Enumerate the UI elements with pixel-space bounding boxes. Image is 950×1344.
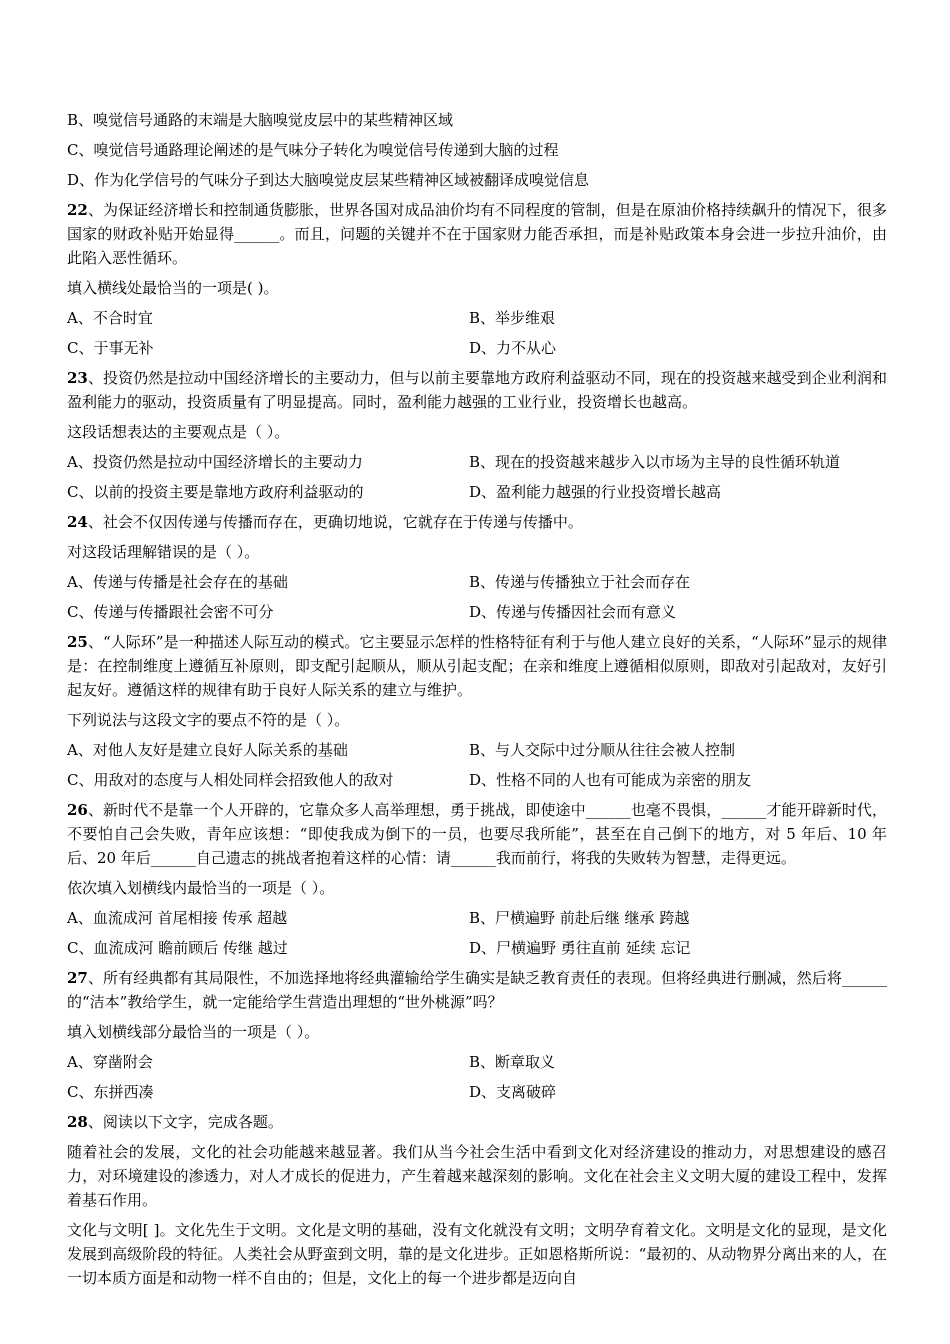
option-c: C、东拼西凑 — [67, 1083, 154, 1101]
reading-paragraph-2: 文化与文明[ ]。文化先生于文明。文化是文明的基础，没有文化就没有文明；文明孕育着文化。文明是文化的显现，是文化发展到高级阶段的特征。人类社会从野蛮到文明，靠的是文化进步。正如恩格斯所说：“最初的、从动物界分离出来的人，在一切本质方面是和动物一样不自由的；但是，文化上的每一个进步都是迈向自 — [67, 1221, 887, 1287]
question-number: 27 — [67, 969, 88, 987]
option-c: C、以前的投资主要是靠地方政府利益驱动的 — [67, 483, 364, 501]
question-prompt: 填入横线处最恰当的一项是( )。 — [67, 279, 279, 297]
option-b: B、现在的投资越来越步入以市场为主导的良性循环轨道 — [469, 453, 841, 471]
option-b: B、断章取义 — [469, 1053, 556, 1071]
options-grid — [67, 450, 887, 504]
question-text: 、“人际环”是一种描述人际互动的模式。它主要显示怎样的性格特征有利于与他人建立良好的关系，“人际环”显示的规律是：在控制维度上遵循互补原则，即支配引起顺从，顺从引起支配；在亲和维度上遵循相似原则，即敌对引起敌对，友好引起友好。遵循这样的规律有助于良好人际关系的建立与维护。 — [67, 633, 887, 699]
options-grid — [67, 570, 887, 624]
question-number: 25 — [67, 633, 88, 651]
option-c: C、血流成河 瞻前顾后 传继 越过 — [67, 939, 288, 957]
options-grid — [67, 738, 887, 792]
option-d: D、性格不同的人也有可能成为亲密的朋友 — [469, 771, 752, 789]
question-prompt: 对这段话理解错误的是（ ）。 — [67, 543, 260, 561]
option-c: C、于事无补 — [67, 339, 154, 357]
option-a: A、不合时宜 — [67, 309, 153, 327]
question-24 — [67, 510, 887, 534]
question-23 — [67, 366, 887, 414]
question-number: 28 — [67, 1113, 88, 1131]
option-a: A、血流成河 首尾相接 传承 超越 — [67, 909, 288, 927]
question-25 — [67, 630, 887, 702]
question-text: 、新时代不是靠一个人开辟的，它靠众多人高举理想，勇于挑战，即使途中______也毫不畏惧，______才能开辟新时代，不要怕自己会失败，青年应该想：“即使我成为倒下的一员，也要尽我所能”，甚至在自己倒下的地方，对 5 年后、10 年后、20 年后______自己遗志的挑战者抱着这样的心情：请______我而前行，将我的失败转为智慧，走得更远。 — [67, 801, 887, 867]
option-a: A、对他人友好是建立良好人际关系的基础 — [67, 741, 348, 759]
option-d: D、盈利能力越强的行业投资增长越高 — [469, 483, 722, 501]
question-prompt: 这段话想表达的主要观点是（ ）。 — [67, 423, 290, 441]
question-27 — [67, 966, 887, 1014]
reading-paragraph-1: 随着社会的发展，文化的社会功能越来越显著。我们从当今社会生活中看到文化对经济建设的推动力，对思想建设的感召力，对环境建设的渗透力，对人才成长的促进力，产生着越来越深刻的影响。文化在社会主义文明大厦的建设工程中，发挥着基石作用。 — [67, 1143, 887, 1209]
option-d: D、传递与传播因社会而有意义 — [469, 603, 677, 621]
question-text: 、投资仍然是拉动中国经济增长的主要动力，但与以前主要靠地方政府利益驱动不同，现在的投资越来越受到企业利润和盈利能力的驱动，投资质量有了明显提高。同时，盈利能力越强的工业行业，投资增长也越高。 — [67, 369, 887, 411]
option-b-line: B、嗅觉信号通路的末端是大脑嗅觉皮层中的某些精神区域 — [67, 111, 454, 129]
question-prompt: 下列说法与这段文字的要点不符的是（ ）。 — [67, 711, 350, 729]
question-prompt: 填入划横线部分最恰当的一项是（ ）。 — [67, 1023, 320, 1041]
page-content — [67, 108, 887, 1296]
option-b: B、与人交际中过分顺从往往会被人控制 — [469, 741, 736, 759]
question-text: 、社会不仅因传递与传播而存在，更确切地说，它就存在于传递与传播中。 — [87, 513, 583, 531]
options-grid — [67, 306, 887, 360]
option-d: D、支离破碎 — [469, 1083, 557, 1101]
option-b: B、举步维艰 — [469, 309, 556, 327]
option-d-line: D、作为化学信号的气味分子到达大脑嗅觉皮层某些精神区域被翻译成嗅觉信息 — [67, 171, 590, 189]
option-c: C、传递与传播跟社会密不可分 — [67, 603, 274, 621]
question-prompt: 依次填入划横线内最恰当的一项是（ ）。 — [67, 879, 335, 897]
question-26 — [67, 798, 887, 870]
question-text: 、所有经典都有其局限性，不加选择地将经典灌输给学生确实是缺乏教育责任的表现。但将经典进行删减，然后将______的“洁本”教给学生，就一定能给学生营造出理想的“世外桃源”吗？ — [67, 969, 887, 1011]
question-text: 、为保证经济增长和控制通货膨胀，世界各国对成品油价均有不同程度的管制，但是在原油价格持续飙升的情况下，很多国家的财政补贴开始显得______。而且，问题的关键并不在于国家财力能否承担，而是补贴政策本身会进一步拉升油价，由此陷入恶性循环。 — [67, 201, 887, 267]
options-grid — [67, 1050, 887, 1104]
options-grid — [67, 906, 887, 960]
option-b: B、尸横遍野 前赴后继 继承 跨越 — [469, 909, 690, 927]
question-number: 26 — [67, 801, 88, 819]
question-number: 23 — [67, 369, 88, 387]
option-a: A、传递与传播是社会存在的基础 — [67, 573, 288, 591]
option-a: A、穿凿附会 — [67, 1053, 153, 1071]
option-d: D、力不从心 — [469, 339, 557, 357]
question-22 — [67, 198, 887, 270]
option-c: C、用敌对的态度与人相处同样会招致他人的敌对 — [67, 771, 394, 789]
question-text: 、阅读以下文字，完成各题。 — [87, 1113, 283, 1131]
option-c-line: C、嗅觉信号通路理论阐述的是气味分子转化为嗅觉信号传递到大脑的过程 — [67, 141, 559, 159]
option-a: A、投资仍然是拉动中国经济增长的主要动力 — [67, 453, 363, 471]
question-number: 22 — [67, 201, 88, 219]
question-number: 24 — [67, 513, 88, 531]
option-b: B、传递与传播独立于社会而存在 — [469, 573, 691, 591]
question-28 — [67, 1110, 887, 1134]
option-d: D、尸横遍野 勇往直前 延续 忘记 — [469, 939, 691, 957]
